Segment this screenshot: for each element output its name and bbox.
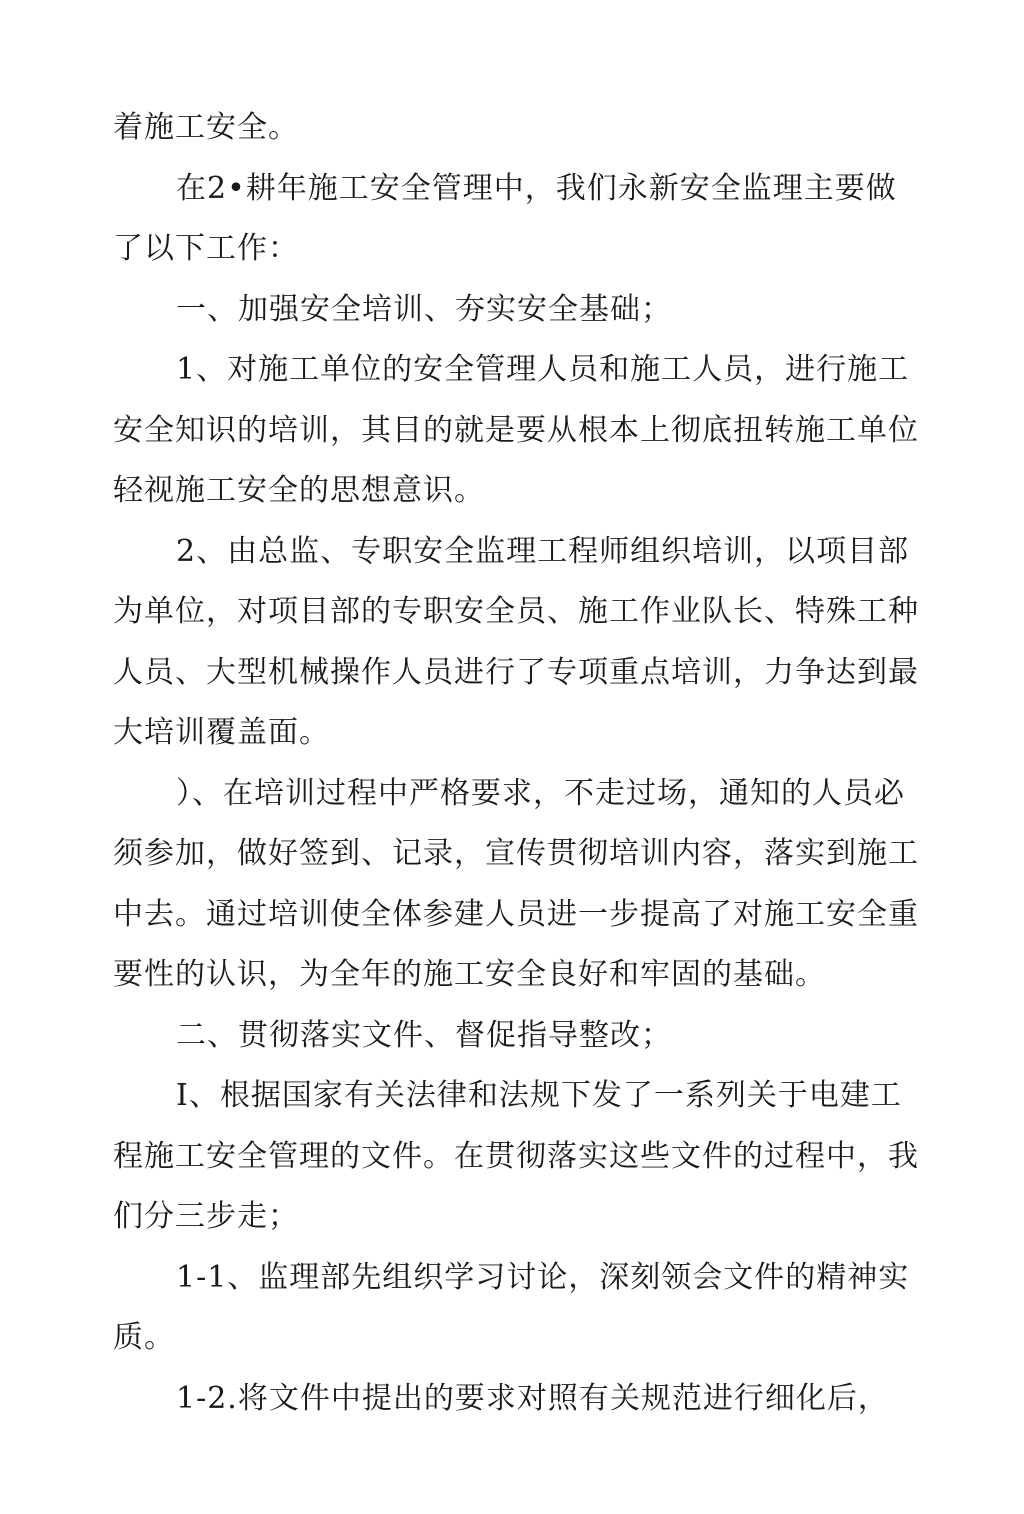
text-line-item-2: 2、由总监、专职安全监理工程师组织培训，以项目部 [176, 534, 910, 569]
text-line: 安全知识的培训，其目的就是要从根本上彻底扭转施工单位 [113, 413, 919, 448]
text-line: 轻视施工安全的思想意识。 [113, 473, 485, 508]
text-line: 中去。通过培训使全体参建人员进一步提高了对施工安全重 [113, 897, 919, 932]
text-line-continuation: 着施工安全。 [113, 110, 299, 145]
text-line: 程施工安全管理的文件。在贯彻落实这些文件的过程中，我 [113, 1139, 919, 1174]
section-heading-1: 一、加强安全培训、夯实安全基础； [176, 292, 672, 327]
text-line-subitem-1-2: 1-2.将文件中提出的要求对照有关规范进行细化后， [176, 1381, 889, 1416]
text-line-paragraph-intro: 在2•耕年施工安全管理中，我们永新安全监理主要做 [176, 171, 897, 206]
section-heading-2: 二、贯彻落实文件、督促指导整改； [176, 1018, 672, 1053]
text-line-item-1: 1、对施工单位的安全管理人员和施工人员，进行施工 [176, 352, 910, 387]
text-line-item-3: ）、在培训过程中严格要求，不走过场，通知的人员必 [176, 776, 905, 811]
text-line: 人员、大型机械操作人员进行了专项重点培训，力争达到最 [113, 655, 919, 690]
text-line: 须参加，做好签到、记录，宣传贯彻培训内容，落实到施工 [113, 836, 919, 871]
text-line: 为单位，对项目部的专职安全员、施工作业队长、特殊工种 [113, 594, 919, 629]
text-line: 们分三步走； [113, 1199, 299, 1234]
text-line: 大培训覆盖面。 [113, 715, 330, 750]
text-line-item-i: I、根据国家有关法律和法规下发了一系列关于电建工 [176, 1078, 902, 1113]
text-line: 质。 [113, 1320, 175, 1355]
text-line: 要性的认识，为全年的施工安全良好和牢固的基础。 [113, 957, 826, 992]
text-line-subitem-1-1: 1-1、监理部先组织学习讨论，深刻领会文件的精神实 [176, 1260, 910, 1295]
text-line: 了以下工作： [113, 231, 299, 266]
